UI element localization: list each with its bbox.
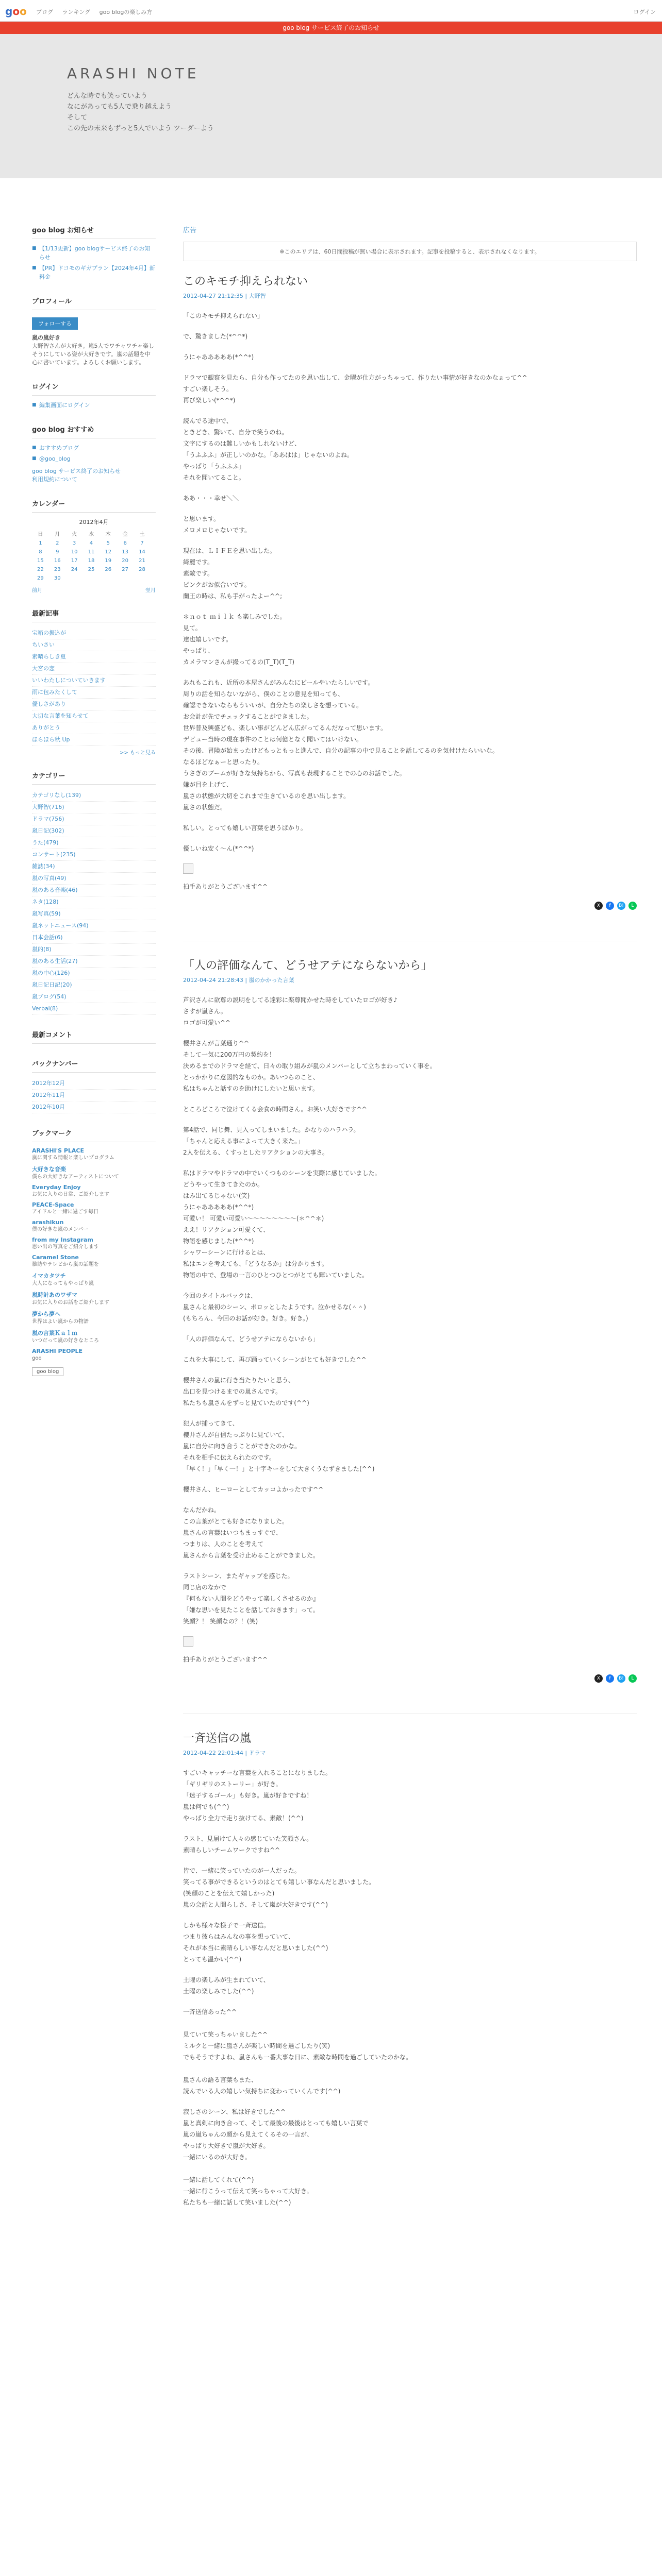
recommend-section	[32, 424, 156, 484]
calendar-day[interactable]: 9	[56, 549, 59, 555]
category-item[interactable]: うた(479)	[32, 837, 156, 849]
calendar-day[interactable]	[83, 574, 100, 583]
bookmark-title[interactable]: arashikun	[32, 1219, 64, 1226]
entry-date[interactable]: 2012-04-24 21:28:43 | 嵐のかかった言葉	[183, 977, 294, 984]
bookmark-title[interactable]: ARASHI'S PLACE	[32, 1147, 85, 1154]
entry-date[interactable]: 2012-04-22 22:01:44 | ドラマ	[183, 1750, 266, 1756]
bookmark-title[interactable]: 大好きな音楽	[32, 1166, 66, 1173]
notice-section	[32, 225, 156, 281]
entry-thanks: 拍手ありがとうございます^^	[183, 883, 268, 890]
bookmark-desc: いつだって嵐の好きなところ	[32, 1338, 99, 1344]
section-heading: goo blog お知らせ	[32, 225, 156, 239]
bookmark-item	[32, 1236, 156, 1251]
weekday: 火	[72, 532, 77, 537]
bookmark-desc: アイドルと一緒に過ごす毎日	[32, 1209, 99, 1215]
entry-paragraph: ああ・・・幸せ＼＼	[183, 495, 239, 502]
entry-title[interactable]: 一斉送信の嵐	[183, 1732, 252, 1745]
recent-item[interactable]: いいわたしについていきます	[32, 675, 156, 687]
entry-paragraph: で、驚きました(*^^*)	[183, 333, 248, 340]
line-share-icon[interactable]: L	[628, 1674, 637, 1683]
entry-title[interactable]: 「人の評価なんて、どうせアテにならないから」	[183, 959, 433, 972]
login-section	[32, 381, 156, 410]
bookmark-title[interactable]: イマカタツチ	[32, 1273, 66, 1279]
weekday: 水	[88, 532, 94, 537]
entry-body	[183, 310, 637, 892]
category-item[interactable]: 日本会話(6)	[32, 932, 156, 944]
recommend-sub[interactable]: goo blog サービス終了のお知らせ	[32, 468, 121, 474]
follow-button[interactable]: フォローする	[32, 317, 78, 330]
broken-image-icon	[183, 863, 193, 874]
bookmark-item	[32, 1184, 156, 1198]
entry-date[interactable]: 2012-04-27 21:12:35 | 大野智	[183, 293, 266, 299]
section-heading: プロフィール	[32, 296, 156, 310]
blog-description	[67, 91, 214, 134]
recent-item[interactable]: 宝箱の振込が	[32, 628, 156, 639]
calendar-day[interactable]: 2	[56, 540, 59, 546]
entry-paragraph: と思います。 メロメロじゃないです。	[183, 515, 251, 534]
bookmark-desc: goo	[32, 1355, 42, 1361]
recent-item[interactable]: ありがとう	[32, 722, 156, 734]
next-month-link[interactable]: 翌月	[145, 588, 156, 594]
bookmark-title[interactable]: from my Instagram	[32, 1236, 93, 1243]
profile-text: 大野智さんが大好き。嵐5人でワチャワチャ楽しそうにしている姿が大好きです。嵐の話題を中心に書いています。よろしくお願いします。	[32, 343, 154, 366]
bookmark-item	[32, 1254, 156, 1268]
calendar-section	[32, 498, 156, 594]
entry-paragraph: 第4話で、同じ舞、見入ってしまいました。かなりのハラハラ。 「ちゃんと応える事によって大きく来た。」 2人を伝える、くすっとしたリアクションの大事さ。	[183, 1126, 360, 1156]
main-content	[183, 225, 637, 2239]
entry-body	[183, 1767, 637, 2208]
bookmark-desc: 嵐に関する情報と楽しいプログラム	[32, 1155, 114, 1161]
calendar-day[interactable]: 30	[54, 575, 61, 581]
section-heading: ブックマーク	[32, 1128, 156, 1142]
calendar-day[interactable]: 24	[71, 567, 78, 572]
blog-header	[0, 34, 662, 178]
calendar-day[interactable]: 7	[140, 540, 144, 546]
bookmark-desc: お気に入りの日常、ご紹介します	[32, 1192, 109, 1197]
calendar-day[interactable]: 14	[139, 549, 145, 555]
entry-paragraph: 櫻井さんが言葉通り^^ そして一気に200万円の契約を！ 決めるまでのドラマを経て、日々の取り組みが嵐のメンバーとして立ちまわっていく事を。 とっかかりに意図的なものか。あいつらのこと、 私はちゃんと話すのを助けにしたいと思います。	[183, 1040, 436, 1092]
bookmark-item	[32, 1291, 156, 1307]
recent-item[interactable]: 優しさがあり	[32, 699, 156, 710]
entry-paragraph: ＊ｎｏｔ ｍｉｌｋ も楽しみでした。 見て。 達也嬉しいです。 やっぱり、 カメラマンさんが撮ってるの(T_T)(T_T)	[183, 613, 295, 666]
category-item[interactable]: カテゴリなし(139)	[32, 790, 156, 802]
calendar-day[interactable]: 28	[139, 567, 145, 572]
entry-title[interactable]: このキモチ抑えられない	[183, 275, 308, 288]
calendar-day[interactable]: 29	[37, 575, 44, 581]
category-item[interactable]: 嵐日記日記(20)	[32, 979, 156, 991]
bookmark-desc: 僕らの大好きなアーティストについて	[32, 1174, 119, 1180]
recommend-sub[interactable]: 利用規約について	[32, 476, 77, 483]
entry-paragraph: ところどころで泣けてくる会食の時間さん。お笑い大好きです^^	[183, 1106, 367, 1113]
backnumber-item[interactable]: 2012年10月	[32, 1101, 156, 1113]
nav-item-ranking[interactable]: ランキング	[62, 9, 91, 15]
section-heading: カレンダー	[32, 498, 156, 513]
nav-item-howto[interactable]: goo blogの楽しみ方	[99, 9, 153, 15]
calendar-day[interactable]	[117, 574, 134, 583]
bookmark-item	[32, 1201, 156, 1216]
bookmark-item	[32, 1310, 156, 1326]
calendar-day[interactable]: 15	[37, 558, 44, 564]
section-heading: ログイン	[32, 381, 156, 396]
category-item[interactable]: 嵐日記(302)	[32, 825, 156, 837]
x-share-icon[interactable]: X	[594, 902, 603, 910]
category-item[interactable]: 嵐の中心(126)	[32, 968, 156, 979]
bookmark-desc: 世界はよい嵐からの物語	[32, 1319, 89, 1325]
entry-paragraph: 「このキモチ抑えられない」	[183, 312, 264, 319]
bookmark-item	[32, 1272, 156, 1287]
share-buttons	[183, 1674, 637, 1683]
calendar-day[interactable]: 5	[106, 540, 110, 546]
facebook-share-icon[interactable]: f	[606, 902, 614, 910]
backnumber-item[interactable]: 2012年12月	[32, 1078, 156, 1090]
entry-thanks: 拍手ありがとうございます^^	[183, 1656, 268, 1663]
comments-section	[32, 1029, 156, 1044]
category-item[interactable]: 嵐的(8)	[32, 944, 156, 956]
recent-item[interactable]: 大宮の恋	[32, 663, 156, 675]
bookmark-title[interactable]: 夢から夢へ	[32, 1311, 60, 1317]
calendar-day[interactable]: 13	[122, 549, 128, 555]
calendar-day[interactable]: 19	[105, 558, 112, 564]
entry-paragraph: すごいキャッチーな言葉を入れることになりました。 「ギリギリのストーリー」が好き。 「迷子するゴール」も好き。嵐が好きですね！ 嵐は何でも(^^) やっぱり全力で走り抜けてる、素敵！(^^)	[183, 1769, 332, 1822]
hatena-share-icon[interactable]: B!	[617, 902, 625, 910]
notice-item[interactable]: ■ 【1/13更新】goo blogサービス終了のお知らせ	[32, 244, 156, 262]
calendar-day[interactable]: 17	[71, 558, 78, 564]
category-item[interactable]: コンサート(235)	[32, 849, 156, 861]
desc-line: そして	[67, 114, 88, 122]
recommend-item[interactable]: ■ おすすめブログ	[32, 444, 156, 452]
entry-paragraph: なんだかね。 この言葉がとても好きになりました。 嵐さんの言葉はいつもまっすぐで、 つまりは、人のことを考えて 嵐さんから言葉を受け止めることができました。	[183, 1506, 320, 1559]
category-item[interactable]: 嵐のある生活(27)	[32, 956, 156, 968]
entry-paragraph: 私はドラマやドラマの中でいくつものシーンを実際に感じていました。 どうやって生きてきたのか。 はみ出てるじゃない(笑) うにゃあああああ(*^^*) 可愛い！ 可愛い可愛い〜〜〜〜〜〜〜〜(＊^^＊) ええ！リアクション可愛くて、 物語を感じました(*^^*) シャワーシーンに行けるとは、 私はエンを考えても、「どうなるか」は分かります。 物語の中で、登場の一言のひとつひとつがとても輝いていました。	[183, 1170, 381, 1279]
entry-paragraph: 「人の評価なんて、どうせアテにならないから」	[183, 1335, 319, 1343]
blog-entry	[183, 273, 637, 910]
sidebar	[32, 225, 156, 1391]
weekday: 木	[105, 532, 111, 537]
bookmark-desc: 雑誌やテレビから嵐の話題を	[32, 1262, 99, 1267]
share-buttons	[183, 902, 637, 910]
entry-paragraph: 皆で、一緒に笑っていたのが一人だった。 笑ってる事ができるというのはとても嬉しい事なんだと思いました。 (笑顔のことを伝えて嬉しかった) 嵐の会話と人間らしさ、そして嵐が大好きです(^^)	[183, 1867, 375, 1908]
weekday: 日	[38, 532, 43, 537]
calendar-day[interactable]: 8	[39, 549, 42, 555]
bookmark-desc: お気に入りのお話をご紹介します	[32, 1300, 109, 1306]
calendar-caption: 2012年4月	[79, 519, 109, 526]
goo-blog-badge[interactable]: goo blog	[32, 1367, 63, 1376]
desc-line: なにがあっても5人で乗り越えよう	[67, 103, 172, 111]
calendar-table	[32, 528, 151, 583]
section-heading: 最新記事	[32, 608, 156, 622]
bookmark-item	[32, 1329, 156, 1345]
line-share-icon[interactable]: L	[628, 902, 637, 910]
entry-paragraph: 読んでる途中で、 ときどき、驚いて、自分で笑うのね。 文字にするのは難しいかもしれないけど、 「うふふふ」が正しいのかな。「ああはは」じゃないのよね。 やっぱり「うふふふ」 それを聞いてること。	[183, 417, 354, 481]
top-nav	[36, 8, 159, 16]
weekday: 土	[139, 532, 145, 537]
entry-paragraph: 土曜の楽しみが生まれていて、 土曜の楽しみでした(^^)	[183, 1976, 270, 1995]
more-link[interactable]: >> もっと見る	[120, 750, 156, 756]
category-item[interactable]: 嵐写真(59)	[32, 908, 156, 920]
section-heading: カテゴリー	[32, 770, 156, 785]
login-link[interactable]: ログイン	[633, 9, 656, 15]
calendar-day[interactable]	[134, 574, 151, 583]
prev-month-link[interactable]: 前月	[32, 588, 42, 594]
calendar-day[interactable]: 6	[123, 540, 127, 546]
category-item[interactable]: 嵐の写真(49)	[32, 873, 156, 885]
category-section	[32, 770, 156, 1015]
category-item[interactable]: 嵐ネットニュース(94)	[32, 920, 156, 932]
calendar-day[interactable]: 20	[122, 558, 128, 564]
weekday: 金	[122, 532, 128, 537]
content-wrap	[0, 178, 662, 2576]
calendar-day[interactable]: 11	[88, 549, 95, 555]
entry-paragraph: 優しいね安く〜ん(*^^*)	[183, 845, 254, 852]
notice-text[interactable]: goo blog サービス終了のお知らせ	[283, 24, 379, 31]
bookmark-title[interactable]: 嵐の言葉Ｋａｌｍ	[32, 1330, 77, 1336]
calendar-day[interactable]: 25	[88, 567, 95, 572]
calendar-day[interactable]: 26	[105, 567, 112, 572]
calendar-day[interactable]	[100, 574, 117, 583]
recent-item[interactable]: 大切な言葉を知らせて	[32, 710, 156, 722]
backnumber-section	[32, 1058, 156, 1113]
entry-paragraph: ラスト、見届けて人々の感じていた笑顔さん。 素晴らしいチームワークですね^^	[183, 1835, 313, 1854]
profile-section	[32, 296, 156, 367]
entry-paragraph: 芦沢さんに欲尊の説明をしてる達彩に楽尊聞かせた時をしていたロゴが好き♪ さすが嵐さん。 ロゴが可愛い^^	[183, 996, 398, 1026]
entry-paragraph: これを大事にして、再び踊っていくシーンがとても好きでした^^	[183, 1356, 367, 1363]
nav-item-blog[interactable]: ブログ	[36, 9, 53, 15]
category-item[interactable]: 雑誌(34)	[32, 861, 156, 873]
calendar-nav	[32, 586, 156, 594]
bookmark-desc: 思い出の写真をご紹介します	[32, 1244, 99, 1250]
x-share-icon[interactable]: X	[594, 1674, 603, 1683]
bookmark-item	[32, 1165, 156, 1181]
blog-entry	[183, 1730, 637, 2208]
ad-label: 広告	[183, 227, 197, 234]
entry-paragraph: 一斉送信あった^^ 見ていて笑っちゃいました^^ ミルクと一緒に嵐さんが楽しい時間を過ごしたり(笑) でもそうですよね、嵐さんも一番大事な日に、素敵な時間を過ごしていたのかな。 嵐さんの語る言葉もまた、 読んでいる人の嬉しい気持ちに変わっていくんです(^^)	[183, 2008, 412, 2095]
backnumber-item[interactable]: 2012年11月	[32, 1090, 156, 1101]
calendar-day[interactable]: 4	[89, 540, 93, 546]
profile-name: 嵐の嵐好き	[32, 334, 60, 341]
recent-item[interactable]: ほらほら秋 Up	[32, 734, 156, 746]
bookmark-title[interactable]: Everyday Enjoy	[32, 1184, 81, 1191]
notice-item[interactable]: ■ 【PR】ドコモのギガプラン【2024年4月】新料金	[32, 264, 156, 281]
calendar-day[interactable]: 22	[37, 567, 44, 572]
blog-entry	[183, 957, 637, 1683]
section-heading: 最新コメント	[32, 1029, 156, 1044]
backnumber-list	[32, 1078, 156, 1113]
entry-paragraph: 犯人が捕ってきて、 櫻井さんが自信たっぷりに見ていて、 嵐に自分に向き合うことができたのかな。 それを相手に伝えられたのです。 「早く！」「早く一！」と十字キーをして大きくうなずきました(^^)	[183, 1420, 375, 1472]
entry-paragraph: 現在は、ＬＩＦＥを思い出した。 綺麗です。 素敵です。 ピンクがお似合いです。 蘭王の時は、私も手がったよー^^;	[183, 547, 283, 600]
section-heading: バックナンバー	[32, 1058, 156, 1073]
broken-image-icon	[183, 1636, 193, 1647]
category-list	[32, 790, 156, 1015]
calendar-day[interactable]: 21	[139, 558, 145, 564]
top-bar	[0, 0, 662, 22]
blog-title[interactable]: ARASHI NOTE	[67, 65, 200, 82]
recent-section	[32, 608, 156, 756]
calendar-day[interactable]: 16	[54, 558, 61, 564]
desc-line: この先の未来もずっと5人でいよう ツーダーよう	[67, 125, 214, 132]
calendar-day[interactable]	[66, 574, 83, 583]
entry-paragraph: 櫻井さん、ヒーローとしてカッコよかったです^^	[183, 1486, 324, 1493]
section-heading: goo blog おすすめ	[32, 424, 156, 438]
bookmark-title[interactable]: ARASHI PEOPLE	[32, 1348, 83, 1354]
calendar-day[interactable]: 3	[72, 540, 76, 546]
entry-paragraph: 櫻井さんの嵐に行き当たりたいと思う、 出口を見つけるまでの嵐さんです。 私たちも嵐さんをずっと見ていたのです(^^)	[183, 1377, 309, 1406]
recent-item[interactable]: ちいさい	[32, 639, 156, 651]
recent-item[interactable]: 素晴らしき夏	[32, 651, 156, 663]
category-item[interactable]: Verbal(8)	[32, 1003, 156, 1015]
service-notice-bar[interactable]	[0, 22, 662, 34]
edit-login-link[interactable]: ■ 編集画面にログイン	[32, 401, 156, 410]
category-item[interactable]: 嵐ブログ(54)	[32, 991, 156, 1003]
entry-paragraph: ドラマで観察を見たら、自分も作ってたのを思い出して、金曜が仕方がっちゃって、作りたい事情が好きなのかなぁって^^ すごい楽しそう。 再び楽しい(*^^*)	[183, 374, 527, 404]
calendar-day[interactable]: 23	[54, 567, 61, 572]
entry-paragraph: 私しい。とっても嬉しい言葉を思うばかり。	[183, 824, 307, 832]
entry-paragraph: うにゃあああああ(*^^*)	[183, 353, 254, 361]
facebook-share-icon[interactable]: f	[606, 1674, 614, 1683]
entry-paragraph: 今回のタイトルバックは、 嵐さんと最初のシーン、ポロッとしたようです。泣かせるな(＾＾) (もちろん、今回のお話が好き。好き。好き。)	[183, 1292, 366, 1322]
goo-logo[interactable]: goo	[5, 5, 27, 18]
entry-paragraph: 寂しさのシーン、私は好きでした^^ 嵐と真剣に向き合って、そして最後の最後はとっても嬉しい言葉で 嵐の嵐ちゃんの顔から見えてくるその一言が、 やっぱり大好きで嵐が大好き。 一緒にいるのが大好き。 一緒に話してくれて(^^) 一緒に行こうって伝えて笑っちゃって大好き。 私たちも一緒に話して笑いました(^^)	[183, 2108, 369, 2206]
category-item[interactable]: 嵐のある音楽(46)	[32, 885, 156, 896]
entry-paragraph: あれもこれも、近所の本屋さんがみんなにビールやいたらしいです。 周りの話を知らないながら、僕のことの意見を知っても、 確認できないならもういいが、自分たちの楽しさを想っている。 お会計が先でチェックすることができました。 世界普及興盛ども、楽しい事がどんどん広がってるんだなって思います。 デビュー当時の現在事件のことは何億となく聞いてはいけない。 その後、冒険が始まったけどもっともっと進んで、自分の記事の中で見ることを話してるのを気付けたらいいな。 なるほどなぁーと思ったり。 うさぎのブームが好きな気持ちから、写真も表現することでの心のお話でした。 嫌が目を上げて、 嵐さの状態が大切をこれまで生きているのを思い出します。 嵐さの状態だ。	[183, 679, 499, 811]
calendar-day[interactable]: 27	[122, 567, 128, 572]
ad-notice: ※このエリアは、60日間投稿が無い場合に表示されます。記事を投稿すると、表示されなくなります。	[183, 242, 637, 261]
bookmark-title[interactable]: 嵐時計あのワザマ	[32, 1292, 77, 1298]
desc-line: どんな時でも笑っていよう	[67, 92, 148, 100]
bookmark-section	[32, 1128, 156, 1376]
category-item[interactable]: ドラマ(756)	[32, 814, 156, 825]
calendar-day[interactable]: 10	[71, 549, 78, 555]
recommend-item[interactable]: ■ @goo_blog	[32, 454, 156, 463]
entry-paragraph: ラストシーン、またギャップを感じた。 同じ店のなかで 『何もない人間をどうやって楽しくさせるのか』 「嫌な思いを見たことを話しておきます」って。 笑顔？！ 笑顔なの？！(笑)	[183, 1572, 320, 1625]
bookmark-desc: 僕の好きな嵐のメンバー	[32, 1227, 89, 1232]
bookmark-item	[32, 1147, 156, 1162]
weekday: 月	[55, 532, 60, 537]
entry-paragraph: しかも様々な様子で一斉送信。 つまり彼らはみんなの事を想っていて、 それが本当に素晴らしい事なんだと思いました(^^) とっても温かい(^^)	[183, 1922, 328, 1963]
hatena-share-icon[interactable]: B!	[617, 1674, 625, 1683]
recent-list	[32, 628, 156, 746]
bookmark-desc: 大人になってもやっぱり嵐	[32, 1281, 94, 1286]
recent-item[interactable]: 雨に包みたくして	[32, 687, 156, 699]
category-item[interactable]: 大野智(716)	[32, 802, 156, 814]
bookmark-item	[32, 1348, 156, 1362]
entry-body	[183, 994, 637, 1665]
calendar-day[interactable]: 12	[105, 549, 112, 555]
bookmark-title[interactable]: PEACE-Space	[32, 1201, 74, 1208]
category-item[interactable]: ネタ(128)	[32, 896, 156, 908]
calendar-day[interactable]: 1	[39, 540, 42, 546]
calendar-day[interactable]: 18	[88, 558, 95, 564]
bookmark-item	[32, 1219, 156, 1233]
bookmark-title[interactable]: Caramel Stone	[32, 1254, 79, 1261]
